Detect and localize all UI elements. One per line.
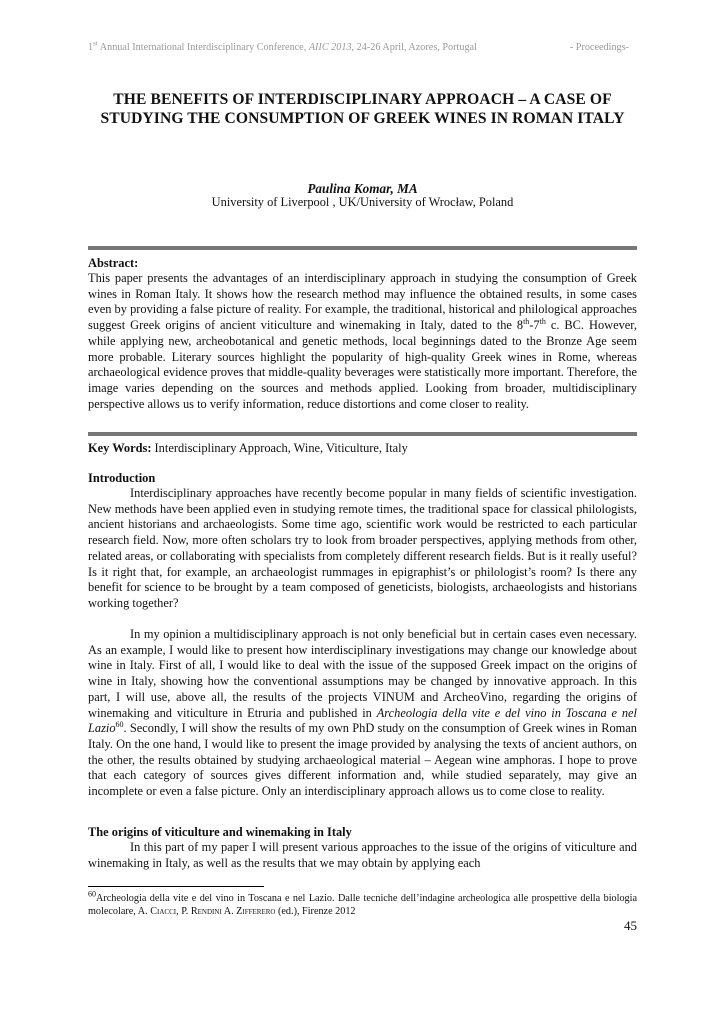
footnote-text: (ed.), Firenze 2012 [275,906,356,917]
header-conference-details: , 24-26 April, Azores, Portugal [351,42,477,53]
footnote-reference: 60 [115,720,124,730]
introduction-paragraph-2 [88,627,637,800]
paragraph-text: In my opinion a multidisciplinary approach is not only beneficial but in certain cases even necessary. As an example, I would like to present how interdisciplinary investigations may change our knowledge about wine in Italy. First of all, I would like to deal with the issue of the supposed Greek impact on the origins of wine in Italy, showing how the conventional assumptions may be changed by innovative approach. In this part, I will use, above all, the results of the projects VINUM and ArcheoVino, regarding the origins of winemaking and viticulture in Etruria and published in [88,627,637,720]
header-ordinal: 1 [88,42,94,53]
footnote-smallcaps: ifferero [242,906,276,917]
abstract-text [88,271,637,412]
keywords-text: Interdisciplinary Approach, Wine, Viticulture, Italy [151,441,408,455]
abstract-text-part: c. BC. However, while applying new, archeobotanical and genetic methods, local beginnings dated to the Bronze Age seem more probable. Literary sources highlight the popularity of high-quality Greek wines in Rome, whereas archaeological evidence proves that middle-quality beverages were statistically more important. Therefore, the image varies depending on the sources and methods applied. Looking from broader, multidisciplinary perspective allows us to verify information, reduce distortions and come closer to reality. [88,318,638,411]
introduction-heading: Introduction [88,471,156,485]
footnote-text: , P. R [176,906,198,917]
keywords [88,441,637,457]
paper-title: THE BENEFITS OF INTERDISCIPLINARY APPROACH – A CASE OF STUDYING THE CONSUMPTION OF GREEK WINES IN ROMAN ITALY [100,91,625,127]
footnote-smallcaps: endini [197,906,222,917]
abstract-top-rule [88,246,637,250]
origins-paragraph-1: In this part of my paper I will present various approaches to the issue of the origins of viticulture and winemaking in Italy, as well as the results that we may obtain by applying each [88,840,637,870]
keywords-label: Key Words: [88,441,152,455]
abstract-superscript: th [523,316,530,326]
header-conference-abbrev: AIIC 2013 [308,42,352,53]
abstract-text-part: -7 [529,318,540,333]
abstract-superscript: th [539,316,546,326]
author-affiliation: University of Liverpool , UK/University of Wrocław, Poland [211,195,514,209]
origins-heading: The origins of viticulture and winemaking in Italy [88,825,352,839]
header-ordinal-suffix: st [93,39,98,48]
footnote [88,889,637,918]
footnote-rule [88,886,264,887]
header-conference: Annual International Interdisciplinary Conference, [97,42,309,53]
paragraph-text: . Secondly, I will show the results of my own PhD study on the consumption of Greek wines in Roman Italy. On the one hand, I would like to present the image provided by analysing the texts of ancient authors, on the other, the results obtained by studying archaeological material – Aegean wine amphoras. I hope to prove that each category of sources gives different information and, while studied separately, may give an incomplete or even a false picture. Only an interdisciplinary approach allows us to come close to reality. [88,721,637,799]
page-number: 45 [624,918,637,933]
abstract-text-part: This paper presents the advantages of an interdisciplinary approach in studying the consumption of Greek wines in Roman Italy. It shows how the research method may influence the obtained results, in some cases even by providing a false picture of reality. For example, the traditional, historical and philological approaches suggest Greek origins of ancient viticulture and winemaking in Italy, dated to the 8 [88,271,637,333]
abstract-bottom-rule [88,432,637,436]
author-name: Paulina Komar, MA [307,181,418,196]
footnote-smallcaps: iacci [157,906,177,917]
introduction-paragraph-1: Interdisciplinary approaches have recently become popular in many fields of scientific investigation. New methods have been applied even in studying remote times, the traditional space for classical philologists, ancient historians and archaeologists. Some time ago, scientific work would be restricted to each particular research field. Now, more often scholars try to look from broader perspectives, applying methods from other, related areas, or collaborating with specialists from completely different research fields. But is it really useful? Is it right that, for example, an archaeologist rummages in epigraphist’s or philologist’s room? Is there any benefit for science to be brought by a team composed of geneticists, biologists, archaeologists and historians working together? [88,486,637,610]
footnote-number: 60 [88,889,96,899]
abstract-heading: Abstract: [88,256,139,270]
footnote-text: A. Z [221,906,243,917]
footnote-text: Archeologia della vite e del vino in Toscana e nel Lazio. Dalle tecniche dell’indagine archeologica alle prospettive della biologia molecolare, A. C [88,893,637,917]
header-proceedings: - Proceedings- [569,42,629,53]
running-header [88,39,637,53]
cited-title: Archeologia della vite e del vino in Toscana e nel Lazio [88,705,637,736]
